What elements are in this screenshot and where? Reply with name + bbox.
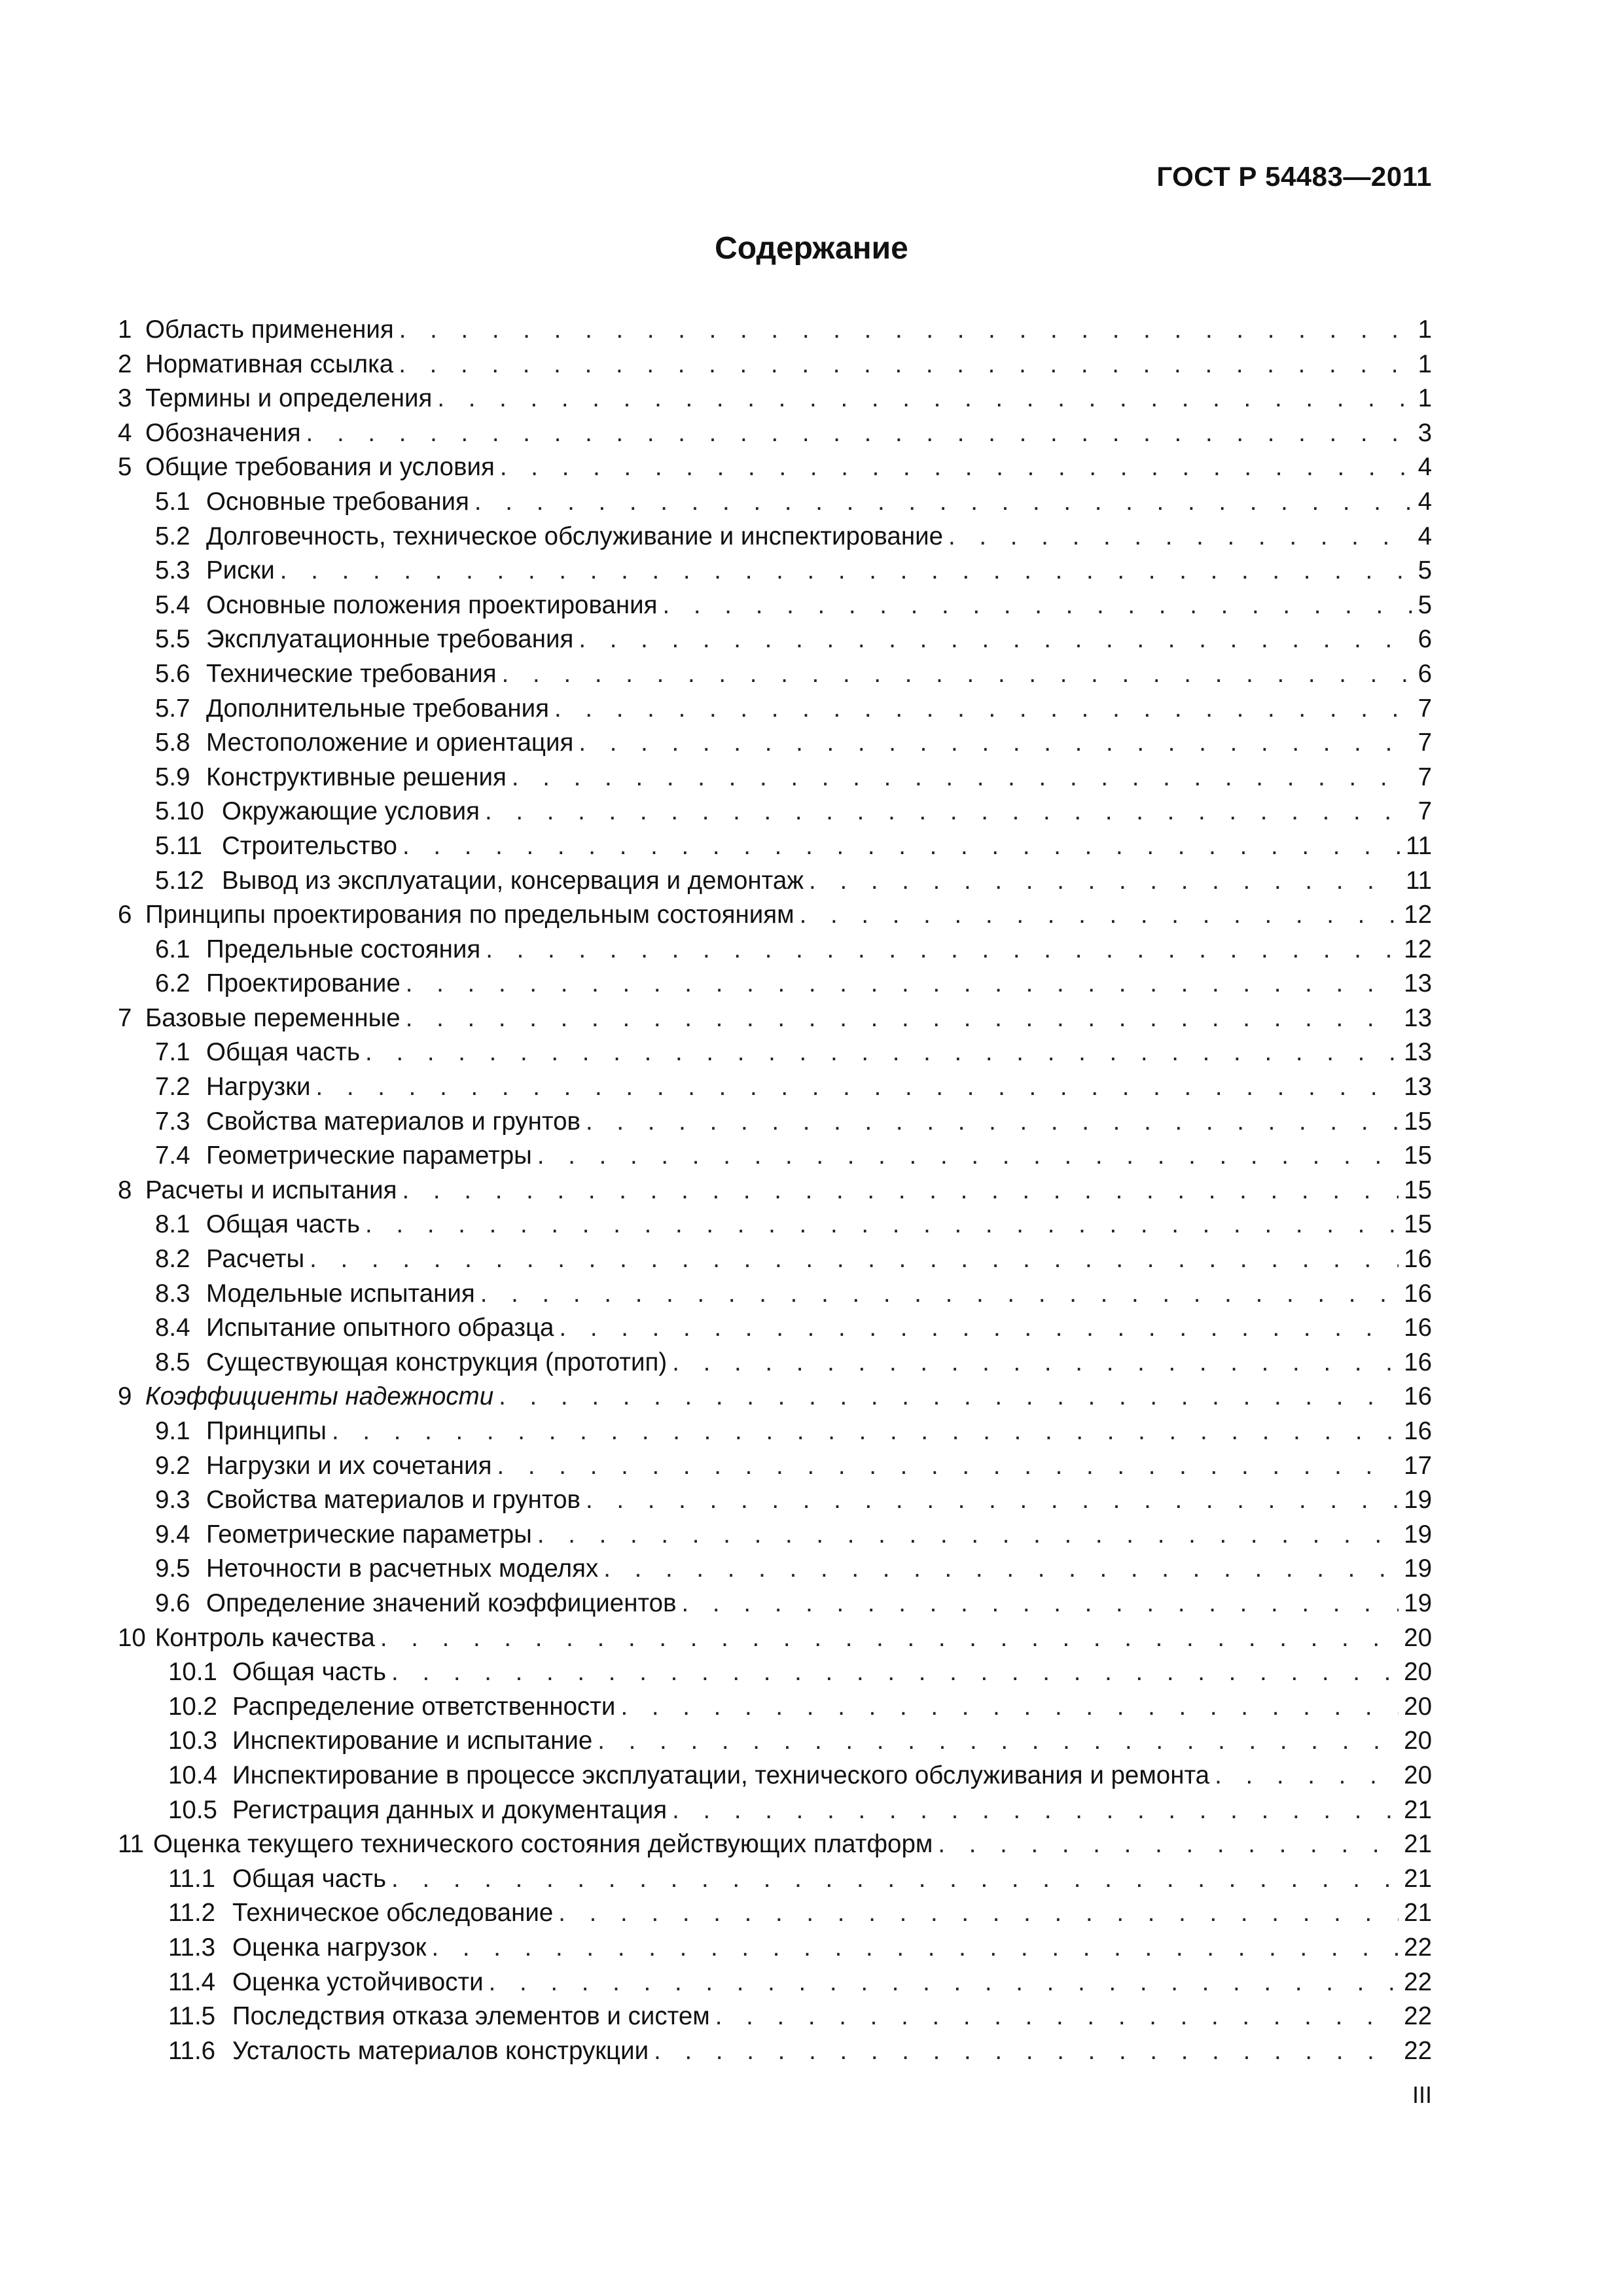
toc-entry-title: Оценка устойчивости: [232, 1967, 484, 1996]
dot-leader: [406, 967, 1399, 1001]
toc-entry-title: Последствия отказа элементов и систем: [232, 2002, 710, 2031]
toc-entry[interactable]: [118, 1105, 1432, 1139]
toc-entry-page: 22: [1404, 1933, 1432, 1962]
toc-entry-page: 1: [1418, 350, 1432, 378]
toc-entry-number: 10.5: [168, 1795, 217, 1824]
toc-entry-page: 16: [1404, 1245, 1432, 1274]
toc-entry[interactable]: [118, 1793, 1432, 1828]
toc-entry-page: 21: [1404, 1830, 1432, 1859]
toc-entry-number: 5.1: [155, 487, 190, 516]
toc-entry-title: Дополнительные требования: [206, 694, 549, 723]
toc-entry-title: Проектирование: [206, 969, 401, 998]
toc-entry-number: 6: [118, 901, 132, 929]
dot-leader: [306, 416, 1413, 451]
dot-leader: [586, 1483, 1399, 1518]
toc-entry[interactable]: [118, 1690, 1432, 1725]
toc-entry-page: 7: [1418, 762, 1432, 791]
dot-leader: [502, 657, 1413, 692]
toc-entry[interactable]: [118, 1827, 1432, 1862]
toc-entry-title: Нормативная ссылка: [145, 350, 394, 378]
toc-entry-page: 5: [1418, 556, 1432, 585]
toc-entry-title: Вывод из эксплуатации, консервация и демонтаж: [222, 866, 804, 895]
toc-entry[interactable]: [118, 761, 1432, 795]
dot-leader: [499, 1380, 1399, 1414]
toc-entry-title: Техническое обследование: [232, 1899, 554, 1928]
toc-entry-title: Инспектирование в процессе эксплуатации, технического обслуживания и ремонта: [232, 1761, 1210, 1789]
dot-leader: [663, 588, 1413, 623]
dot-leader: [474, 485, 1413, 520]
toc-entry-number: 10: [118, 1623, 146, 1652]
toc-entry[interactable]: [118, 829, 1432, 864]
toc-entry-number: 8.3: [155, 1279, 190, 1308]
toc-entry-page: 6: [1418, 625, 1432, 654]
toc-entry-title: Регистрация данных и документация: [232, 1795, 668, 1824]
toc-entry-number: 5.2: [155, 522, 190, 550]
toc-entry[interactable]: [118, 554, 1432, 588]
dot-leader: [406, 1001, 1399, 1036]
toc-entry-number: 3: [118, 384, 132, 413]
toc-entry-title: Окружающие условия: [222, 797, 480, 826]
toc-entry-title: Общая часть: [232, 1864, 387, 1893]
dot-leader: [437, 382, 1412, 416]
dot-leader: [1215, 1759, 1399, 1793]
toc-entry-title: Термины и определения: [145, 384, 433, 413]
toc-entry-page: 20: [1404, 1727, 1432, 1755]
toc-entry[interactable]: [118, 657, 1432, 692]
toc-entry-page: 16: [1404, 1417, 1432, 1445]
toc-entry[interactable]: [118, 2034, 1432, 2069]
toc-entry[interactable]: [118, 864, 1432, 899]
page-number: III: [1412, 2081, 1432, 2108]
toc-entry-title: Общая часть: [232, 1658, 387, 1687]
dot-leader: [489, 1965, 1399, 2000]
dot-leader: [310, 1242, 1399, 1277]
dot-leader: [948, 520, 1413, 554]
dot-leader: [537, 1518, 1399, 1552]
toc-entry[interactable]: [118, 622, 1432, 657]
dot-leader: [402, 1174, 1399, 1208]
toc-entry-title: Свойства материалов и грунтов: [206, 1486, 580, 1515]
toc-entry[interactable]: [118, 1483, 1432, 1518]
toc-entry-page: 15: [1404, 1210, 1432, 1239]
dot-leader: [579, 622, 1412, 657]
toc-entry-number: 7.4: [155, 1141, 190, 1170]
toc-entry-page: 11: [1406, 866, 1432, 895]
toc-entry-page: 21: [1404, 1795, 1432, 1824]
dot-leader: [391, 1655, 1399, 1690]
toc-entry-title: Технические требования: [206, 659, 497, 688]
dot-leader: [280, 554, 1413, 588]
toc-entry-page: 20: [1404, 1623, 1432, 1652]
toc-entry-page: 1: [1418, 315, 1432, 344]
dot-leader: [603, 1552, 1399, 1587]
toc-entry[interactable]: [118, 1070, 1432, 1105]
dot-leader: [512, 761, 1413, 795]
dot-leader: [497, 1449, 1399, 1484]
toc-entry[interactable]: [118, 1139, 1432, 1174]
toc-entry-number: 11.2: [168, 1899, 216, 1928]
toc-entry-page: 7: [1418, 728, 1432, 757]
toc-entry-number: 5.9: [155, 762, 190, 791]
toc-entry-page: 13: [1404, 1073, 1432, 1102]
toc-entry-page: 20: [1404, 1658, 1432, 1687]
toc-entry[interactable]: [118, 1965, 1432, 2000]
dot-leader: [559, 1311, 1399, 1346]
dot-leader: [480, 1277, 1399, 1312]
toc-entry[interactable]: [118, 795, 1432, 829]
toc-entry[interactable]: [118, 348, 1432, 382]
toc-entry[interactable]: [118, 1552, 1432, 1587]
toc-entry-page: 19: [1404, 1554, 1432, 1583]
dot-leader: [672, 1346, 1399, 1380]
toc-entry-number: 9.2: [155, 1451, 190, 1480]
toc-entry-page: 20: [1404, 1761, 1432, 1789]
toc-entry-page: 3: [1418, 418, 1432, 447]
toc-entry-title: Контроль качества: [154, 1623, 375, 1652]
toc-entry-page: 7: [1418, 694, 1432, 723]
dot-leader: [402, 829, 1400, 864]
toc-entry-number: 10.3: [168, 1727, 217, 1755]
toc-entry-page: 1: [1418, 384, 1432, 413]
toc-entry-page: 6: [1418, 659, 1432, 688]
toc-entry-number: 11.3: [168, 1933, 216, 1962]
toc-entry-number: 6.1: [155, 935, 190, 963]
toc-entry[interactable]: [118, 898, 1432, 933]
toc-entry[interactable]: [118, 1035, 1432, 1070]
toc-entry[interactable]: [118, 1242, 1432, 1277]
dot-leader: [365, 1035, 1399, 1070]
dot-leader: [391, 1862, 1399, 1897]
toc-entry-title: Расчеты: [206, 1245, 305, 1274]
toc-entry[interactable]: [118, 2000, 1432, 2034]
toc-entry[interactable]: [118, 416, 1432, 451]
toc-entry[interactable]: [118, 1724, 1432, 1759]
toc-entry-title: Общая часть: [206, 1210, 361, 1239]
toc-entry-page: 4: [1418, 487, 1432, 516]
toc-entry[interactable]: [118, 1449, 1432, 1484]
toc-entry[interactable]: [118, 1208, 1432, 1242]
toc-entry-title: Геометрические параметры: [206, 1141, 532, 1170]
dot-leader: [672, 1793, 1399, 1828]
toc-entry-page: 22: [1404, 2036, 1432, 2065]
toc-entry-title: Принципы: [206, 1417, 327, 1445]
toc-entry-number: 1: [118, 315, 132, 344]
dot-leader: [654, 2034, 1399, 2069]
toc-entry[interactable]: [118, 1621, 1432, 1656]
toc-entry[interactable]: [118, 382, 1432, 416]
toc-entry-number: 9.5: [155, 1554, 190, 1583]
toc-entry-page: 4: [1418, 453, 1432, 482]
toc-entry-page: 13: [1404, 969, 1432, 998]
toc-entry-title: Область применения: [145, 315, 394, 344]
toc-entry-number: 5.6: [155, 659, 190, 688]
toc-entry[interactable]: [118, 967, 1432, 1001]
toc-entry-title: Эксплуатационные требования: [206, 625, 574, 654]
toc-entry-page: 13: [1404, 1038, 1432, 1067]
toc-entry-page: 15: [1404, 1175, 1432, 1204]
toc-entry-page: 12: [1404, 901, 1432, 929]
toc-entry-title: Оценка нагрузок: [232, 1933, 427, 1962]
dot-leader: [431, 1931, 1399, 1965]
toc-entry-title: Основные положения проектирования: [206, 590, 658, 619]
toc-entry-number: 9.4: [155, 1520, 190, 1549]
dot-leader: [380, 1621, 1399, 1656]
dot-leader: [399, 348, 1412, 382]
toc-entry-page: 16: [1404, 1279, 1432, 1308]
toc-entry[interactable]: [118, 1587, 1432, 1621]
toc-entry-title: Долговечность, техническое обслуживание и инспектирование: [206, 522, 943, 550]
toc-entry-number: 5.4: [155, 590, 190, 619]
dot-leader: [486, 933, 1399, 967]
dot-leader: [500, 450, 1413, 485]
toc-entry[interactable]: [118, 1862, 1432, 1897]
toc-entry-title: Инспектирование и испытание: [232, 1727, 593, 1755]
toc-entry-number: 4: [118, 418, 132, 447]
toc-entry-title: Базовые переменные: [145, 1003, 401, 1032]
toc-entry[interactable]: [118, 520, 1432, 554]
dot-leader: [558, 1896, 1399, 1931]
toc-entry-number: 8.4: [155, 1314, 190, 1342]
dot-leader: [809, 864, 1400, 899]
toc-entry-title: Распределение ответственности: [232, 1692, 616, 1721]
toc-entry-title: Усталость материалов конструкции: [232, 2036, 649, 2065]
toc-entry-title: Нагрузки и их сочетания: [206, 1451, 492, 1480]
toc-entry-title: Общие требования и условия: [145, 453, 495, 482]
toc-title: Содержание: [715, 231, 908, 266]
toc-entry-number: 11.6: [168, 2036, 216, 2065]
toc-entry[interactable]: [118, 692, 1432, 726]
toc-entry-number: 9.1: [155, 1417, 190, 1445]
toc-entry-page: 19: [1404, 1486, 1432, 1515]
toc-entry[interactable]: [118, 1518, 1432, 1552]
toc-entry-page: 16: [1404, 1348, 1432, 1376]
toc-entry[interactable]: [118, 1311, 1432, 1346]
toc-entry-page: 22: [1404, 2002, 1432, 2031]
toc-entry-number: 5.12: [155, 866, 204, 895]
toc-entry-number: 5.8: [155, 728, 190, 757]
toc-entry-page: 13: [1404, 1003, 1432, 1032]
toc-entry-title: Обозначения: [145, 418, 301, 447]
toc-entry[interactable]: [118, 1277, 1432, 1312]
toc-entry[interactable]: [118, 313, 1432, 348]
dot-leader: [316, 1070, 1399, 1105]
toc-entry-title: Неточности в расчетных моделях: [206, 1554, 599, 1583]
toc-entry[interactable]: [118, 1931, 1432, 1965]
dot-leader: [800, 898, 1399, 933]
toc-entry-number: 10.4: [168, 1761, 217, 1789]
dot-leader: [485, 795, 1413, 829]
dot-leader: [399, 313, 1413, 348]
toc-entry[interactable]: [118, 933, 1432, 967]
dot-leader: [365, 1208, 1399, 1242]
toc-entry-number: 5.7: [155, 694, 190, 723]
dot-leader: [554, 692, 1413, 726]
toc-entry-number: 5.3: [155, 556, 190, 585]
toc-entry[interactable]: [118, 1001, 1432, 1036]
toc-entry-page: 17: [1404, 1451, 1432, 1480]
toc-entry-number: 9.3: [155, 1486, 190, 1515]
toc-entry-title: Общая часть: [206, 1038, 361, 1067]
dot-leader: [586, 1105, 1399, 1139]
toc-entry-title: Основные требования: [206, 487, 469, 516]
toc-entry-number: 10.2: [168, 1692, 217, 1721]
toc-entry-number: 7.3: [155, 1107, 190, 1136]
toc-entry-title: Испытание опытного образца: [206, 1314, 554, 1342]
toc-entry-number: 2: [118, 350, 132, 378]
toc-entry[interactable]: [118, 726, 1432, 761]
toc-entry-number: 5.10: [155, 797, 204, 826]
toc-entry-page: 16: [1404, 1382, 1432, 1411]
toc-entry-page: 21: [1404, 1864, 1432, 1893]
toc-entry-number: 8.2: [155, 1245, 190, 1274]
toc-entry[interactable]: [118, 1346, 1432, 1380]
toc-entry-title: Геометрические параметры: [206, 1520, 532, 1549]
toc-entry[interactable]: [118, 450, 1432, 485]
toc-entry-number: 8.5: [155, 1348, 190, 1376]
toc-entry-page: 11: [1406, 831, 1432, 860]
toc-entry[interactable]: [118, 1380, 1432, 1414]
toc-entry-title: Определение значений коэффициентов: [206, 1588, 677, 1617]
toc-entry-title: Строительство: [222, 831, 397, 860]
toc-entry-title: Оценка текущего технического состояния действующих платформ: [152, 1830, 933, 1859]
dot-leader: [682, 1587, 1399, 1621]
dot-leader: [715, 2000, 1399, 2034]
toc-entry-number: 8: [118, 1175, 132, 1204]
toc-entry-page: 4: [1418, 522, 1432, 550]
dot-leader: [579, 726, 1412, 761]
toc-entry-title: Свойства материалов и грунтов: [206, 1107, 580, 1136]
document-id: ГОСТ Р 54483—2011: [1156, 161, 1432, 192]
toc-entry-page: 20: [1404, 1692, 1432, 1721]
toc-entry-number: 11: [118, 1830, 144, 1859]
toc-entry-page: 12: [1404, 935, 1432, 963]
toc-entry-page: 21: [1404, 1899, 1432, 1928]
toc-entry[interactable]: [118, 1414, 1432, 1449]
toc-entry-page: 19: [1404, 1520, 1432, 1549]
toc-entry-page: 7: [1418, 797, 1432, 826]
toc-entry[interactable]: [118, 1174, 1432, 1208]
toc-entry-title: Коэффициенты надежности: [145, 1382, 494, 1411]
dot-leader: [537, 1139, 1399, 1174]
toc-entry-number: 11.5: [168, 2002, 216, 2031]
toc-entry-number: 7.2: [155, 1073, 190, 1102]
toc-entry-page: 22: [1404, 1967, 1432, 1996]
toc-entry-page: 16: [1404, 1314, 1432, 1342]
toc-entry-title: Местоположение и ориентация: [206, 728, 574, 757]
toc-entry[interactable]: [118, 1896, 1432, 1931]
toc-entry-title: Риски: [206, 556, 275, 585]
toc-entry-page: 15: [1404, 1107, 1432, 1136]
toc-entry-number: 7.1: [155, 1038, 190, 1067]
toc-entry-title: Модельные испытания: [206, 1279, 475, 1308]
table-of-contents: [118, 313, 1432, 2068]
toc-entry-number: 10.1: [168, 1658, 217, 1687]
toc-entry-number: 7: [118, 1003, 132, 1032]
toc-entry[interactable]: [118, 1759, 1432, 1793]
toc-entry-number: 9.6: [155, 1588, 190, 1617]
toc-entry-number: 11.1: [168, 1864, 216, 1893]
toc-entry[interactable]: [118, 1655, 1432, 1690]
toc-entry-page: 5: [1418, 590, 1432, 619]
toc-entry[interactable]: [118, 485, 1432, 520]
toc-entry-title: Принципы проектирования по предельным состояниям: [145, 901, 794, 929]
dot-leader: [938, 1827, 1399, 1862]
toc-entry-title: Расчеты и испытания: [145, 1175, 397, 1204]
dot-leader: [620, 1690, 1399, 1725]
toc-entry[interactable]: [118, 588, 1432, 623]
toc-entry-number: 9: [118, 1382, 132, 1411]
toc-entry-page: 19: [1404, 1588, 1432, 1617]
toc-entry-number: 11.4: [168, 1967, 216, 1996]
toc-entry-title: Конструктивные решения: [206, 762, 507, 791]
dot-leader: [332, 1414, 1399, 1449]
toc-entry-number: 5.5: [155, 625, 190, 654]
toc-entry-number: 6.2: [155, 969, 190, 998]
toc-entry-number: 5.11: [155, 831, 203, 860]
toc-entry-title: Предельные состояния: [206, 935, 481, 963]
toc-entry-page: 15: [1404, 1141, 1432, 1170]
toc-entry-number: 8.1: [155, 1210, 190, 1239]
toc-entry-number: 5: [118, 453, 132, 482]
toc-entry-title: Существующая конструкция (прототип): [206, 1348, 668, 1376]
toc-entry-title: Нагрузки: [206, 1073, 311, 1102]
dot-leader: [597, 1724, 1399, 1759]
